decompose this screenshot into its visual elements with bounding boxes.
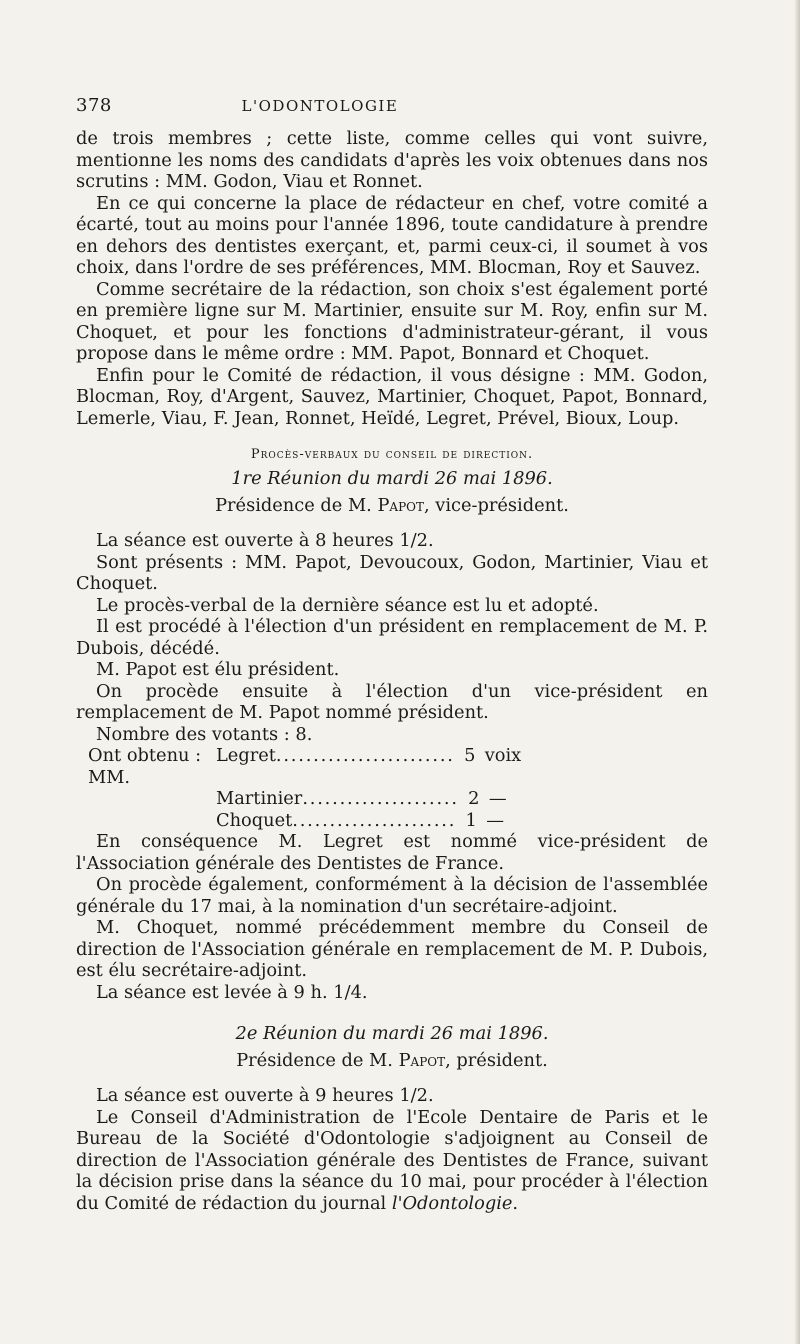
vote-unit: voix xyxy=(484,745,522,766)
minutes-line: Le Conseil d'Administration de l'Ecole Dentaire de Paris et le Bureau de la Société d'Odontologie s'adjoignent au Conseil de direction de l'Association générale des Dentistes de France, suivant la décision prise dans la séance du 10 mai, pour procéder à l'élection du Comité de rédaction du journal l'Odontologie. xyxy=(76,1106,708,1214)
paragraph: Enfin pour le Comité de rédaction, il vous désigne : MM. Godon, Blocman, Roy, d'Argent, Sauvez, Martinier, Choquet, Papot, Bonnard, Lemerle, Viau, F. Jean, Ronnet, Heïdé, Legret, Prével, Bioux, Loup. xyxy=(76,364,708,429)
meeting-2-title: 2e Réunion du mardi 26 mai 1896. xyxy=(235,1023,549,1044)
minutes-line: M. Papot est élu président. xyxy=(96,659,340,680)
candidate-name: Legret xyxy=(216,745,276,766)
vote-row xyxy=(76,788,708,810)
vote-results xyxy=(76,745,708,831)
leader-dots: ...................... xyxy=(292,809,457,831)
body-text-top xyxy=(76,128,708,429)
minutes-line: Sont présents : MM. Papot, Devoucoux, Godon, Martinier, Viau et Choquet. xyxy=(76,551,708,594)
meeting-1-presidency: Présidence de M. Papot, vice-président. xyxy=(215,495,569,516)
page-header xyxy=(76,95,708,116)
vote-count: 1 xyxy=(465,809,477,831)
vote-unit: — xyxy=(486,809,504,831)
minutes-line: Nombre des votants : 8. xyxy=(96,723,313,745)
candidate-name: Martinier xyxy=(216,788,303,809)
minutes-line: Le procès-verbal de la dernière séance est lu et adopté. xyxy=(96,594,599,616)
minutes-line: En conséquence M. Legret est nommé vice-président de l'Association générale des Dentistes de France. xyxy=(76,831,708,874)
journal-title: l'Odontologie xyxy=(391,1192,513,1214)
minutes-line: La séance est ouverte à 9 heures 1/2. xyxy=(96,1085,434,1106)
vote-row xyxy=(76,745,708,788)
paragraph: Comme secrétaire de la rédaction, son choix s'est également porté en première ligne sur M. Martinier, ensuite sur M. Roy, enfin sur M. Choquet, et pour les fonctions d'administrateur-gérant, il vous propose dans le même ordre : MM. Papot, Bonnard et Choquet. xyxy=(76,278,708,364)
president-name: Papot xyxy=(377,495,424,516)
minutes-line: La séance est levée à 9 h. 1/4. xyxy=(96,981,368,1003)
minutes-line: On procède également, conformément à la décision de l'assemblée générale du 17 mai, à la nomination d'un secrétaire-adjoint. xyxy=(76,874,708,917)
vote-unit: — xyxy=(488,788,507,809)
vote-row xyxy=(76,810,708,832)
vote-count: 5 xyxy=(464,745,476,766)
page-number: 378 xyxy=(76,95,112,116)
meeting-1-title: 1re Réunion du mardi 26 mai 1896. xyxy=(231,468,553,489)
paragraph: En ce qui concerne la place de rédacteur en chef, votre comité a écarté, tout au moins pour l'année 1896, toute candidature à prendre en dehors des dentistes exerçant, et, parmi ceux-ci, il soumet à vos choix, dans l'ordre de ses préférences, MM. Blocman, Roy et Sauvez. xyxy=(76,192,708,278)
leader-dots: ........................ xyxy=(275,745,455,766)
minutes-line: M. Choquet, nommé précédemment membre du Conseil de direction de l'Association générale en remplacement de M. P. Dubois, est élu secrétaire-adjoint. xyxy=(76,917,708,981)
votes-lead: Ont obtenu : MM. xyxy=(88,745,202,788)
meeting-1-minutes xyxy=(76,530,708,1003)
minutes-line: Il est procédé à l'élection d'un président en remplacement de M. P. Dubois, décédé. xyxy=(76,616,708,659)
paragraph: de trois membres ; cette liste, comme celles qui vont suivre, mentionne les noms des candidats d'après les voix obtenues dans nos scrutins : MM. Godon, Viau et Ronnet. xyxy=(76,128,708,192)
running-head: L'ODONTOLOGIE xyxy=(241,97,399,115)
section-title: Procès-verbaux du conseil de direction. xyxy=(250,447,534,462)
meeting-2-presidency: Présidence de M. Papot, président. xyxy=(236,1050,548,1071)
candidate-name: Choquet xyxy=(216,809,293,831)
vote-count: 2 xyxy=(468,788,480,809)
minutes-line: On procède ensuite à l'élection d'un vice-président en remplacement de M. Papot nommé président. xyxy=(76,680,708,723)
meeting-2-minutes xyxy=(76,1085,708,1214)
leader-dots: ..................... xyxy=(302,788,459,809)
minutes-line: La séance est ouverte à 8 heures 1/2. xyxy=(96,530,434,551)
page-edge-shadow xyxy=(794,0,800,1344)
president-name: Papot xyxy=(398,1050,446,1071)
